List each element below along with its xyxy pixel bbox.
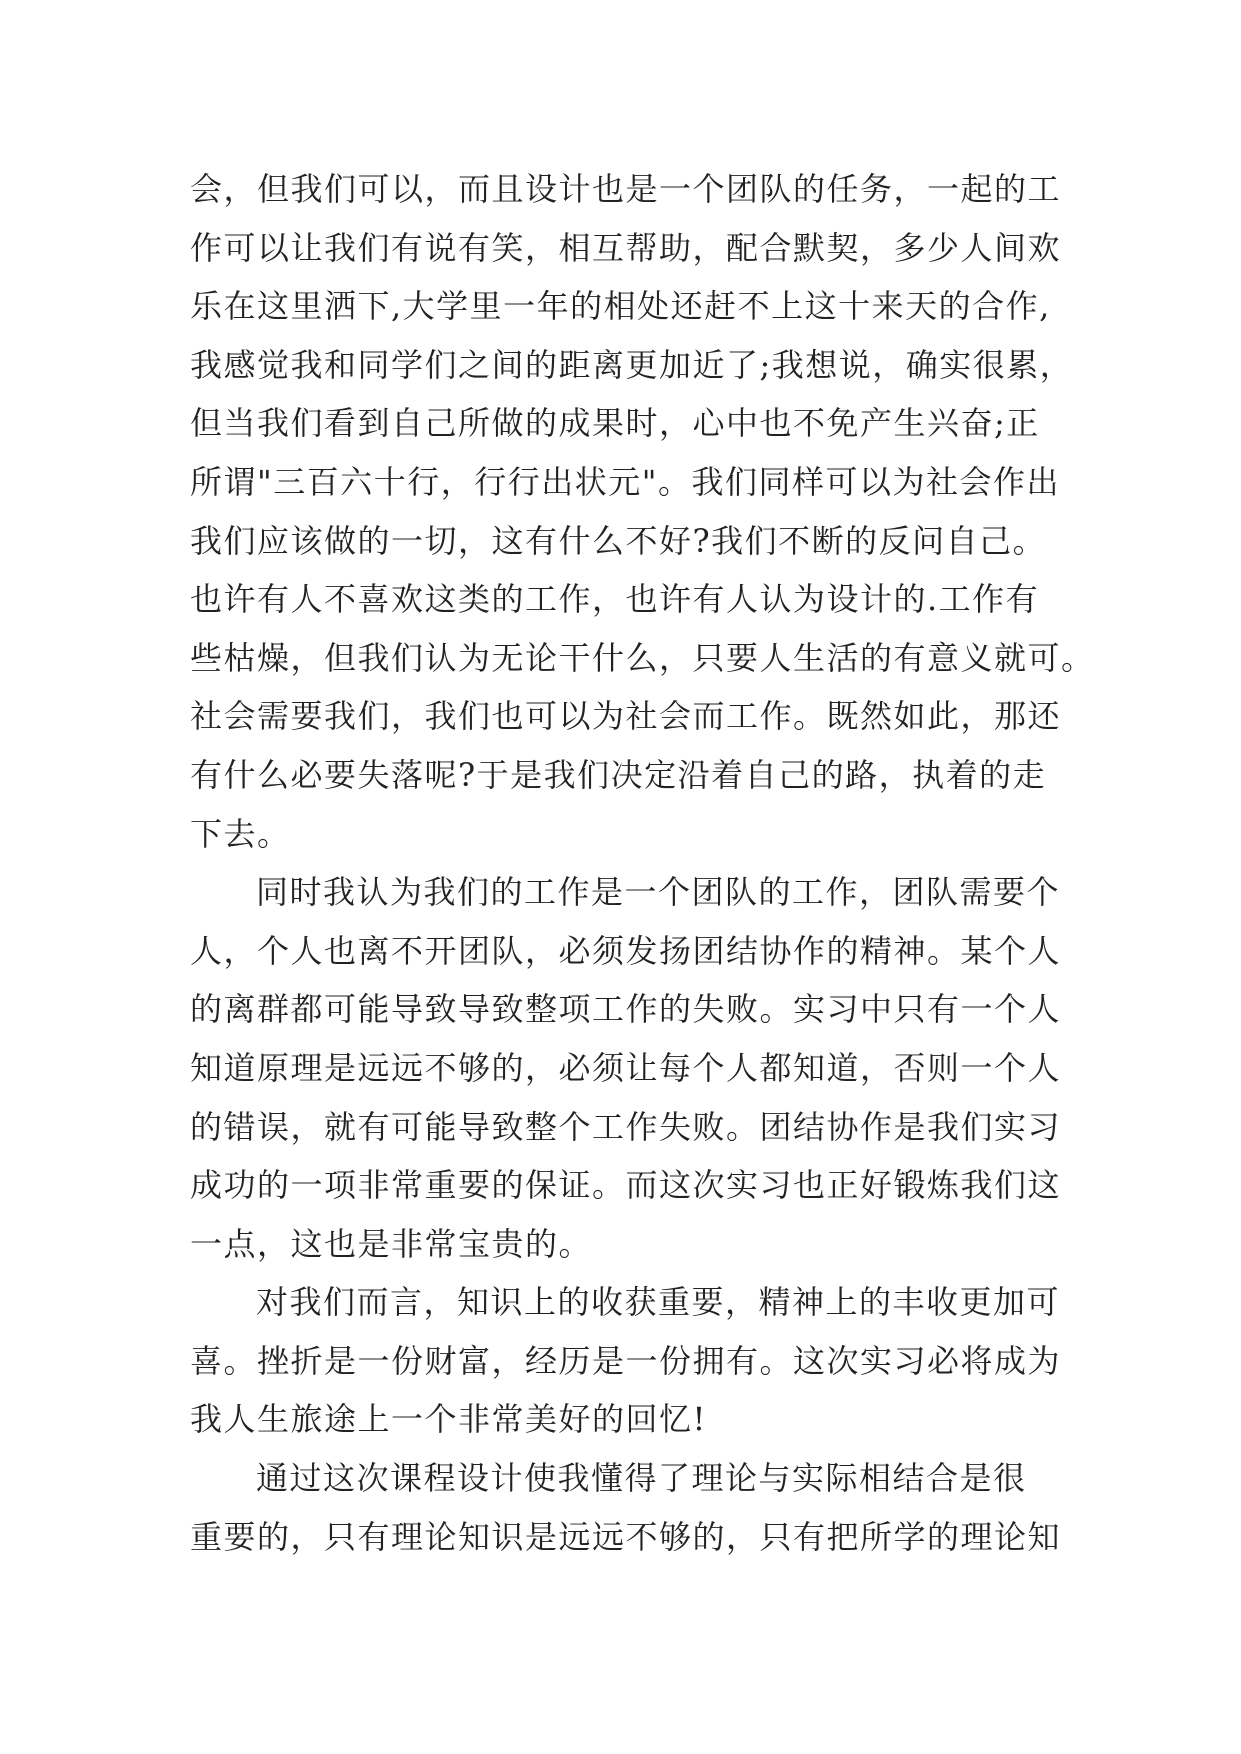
text-line: 乐在这里洒下,大学里一年的相处还赶不上这十来天的合作, xyxy=(190,287,1051,326)
text-line: 我们应该做的一切，这有什么不好?我们不断的反问自己。 xyxy=(190,521,1047,560)
text-line: 所谓"三百六十行，行行出状元"。我们同样可以为社会作出 xyxy=(190,462,1060,501)
text-line: 的错误，就有可能导致整个工作失败。团结协作是我们实习 xyxy=(190,1107,1062,1146)
text-line: 也许有人不喜欢这类的工作，也许有人认为设计的.工作有 xyxy=(190,580,1040,619)
text-line: 但当我们看到自己所做的成果时，心中也不免产生兴奋;正 xyxy=(190,404,1040,443)
text-line: 些枯燥，但我们认为无论干什么，只要人生活的有意义就可。 xyxy=(190,638,1095,677)
paragraph-first-line: 同时我认为我们的工作是一个团队的工作，团队需要个 xyxy=(256,873,1061,912)
document-body xyxy=(190,160,1095,1566)
text-line: 重要的，只有理论知识是远远不够的，只有把所学的理论知 xyxy=(190,1517,1062,1556)
text-line: 喜。挫折是一份财富，经历是一份拥有。这次实习必将成为 xyxy=(190,1341,1062,1380)
text-line: 我人生旅途上一个非常美好的回忆! xyxy=(190,1400,707,1439)
text-line: 知道原理是远远不够的，必须让每个人都知道，否则一个人 xyxy=(190,1048,1062,1087)
text-line: 下去。 xyxy=(190,814,291,853)
text-line: 的离群都可能导致导致整项工作的失败。实习中只有一个人 xyxy=(190,990,1062,1029)
text-line: 一点，这也是非常宝贵的。 xyxy=(190,1224,593,1263)
text-line: 作可以让我们有说有笑，相互帮助，配合默契，多少人间欢 xyxy=(190,228,1062,267)
text-line: 我感觉我和同学们之间的距离更加近了;我想说，确实很累， xyxy=(190,345,1074,384)
text-line: 人，个人也离不开团队，必须发扬团结协作的精神。某个人 xyxy=(190,931,1062,970)
text-line: 成功的一项非常重要的保证。而这次实习也正好锻炼我们这 xyxy=(190,1166,1062,1205)
paragraph-first-line: 对我们而言，知识上的收获重要，精神上的丰收更加可 xyxy=(256,1283,1061,1322)
text-line: 社会需要我们，我们也可以为社会而工作。既然如此，那还 xyxy=(190,697,1062,736)
text-line: 会，但我们可以，而且设计也是一个团队的任务，一起的工 xyxy=(190,170,1062,208)
paragraph-first-line: 通过这次课程设计使我懂得了理论与实际相结合是很 xyxy=(256,1459,1027,1498)
text-line: 有什么必要失落呢?于是我们决定沿着自己的路，执着的走 xyxy=(190,755,1047,794)
